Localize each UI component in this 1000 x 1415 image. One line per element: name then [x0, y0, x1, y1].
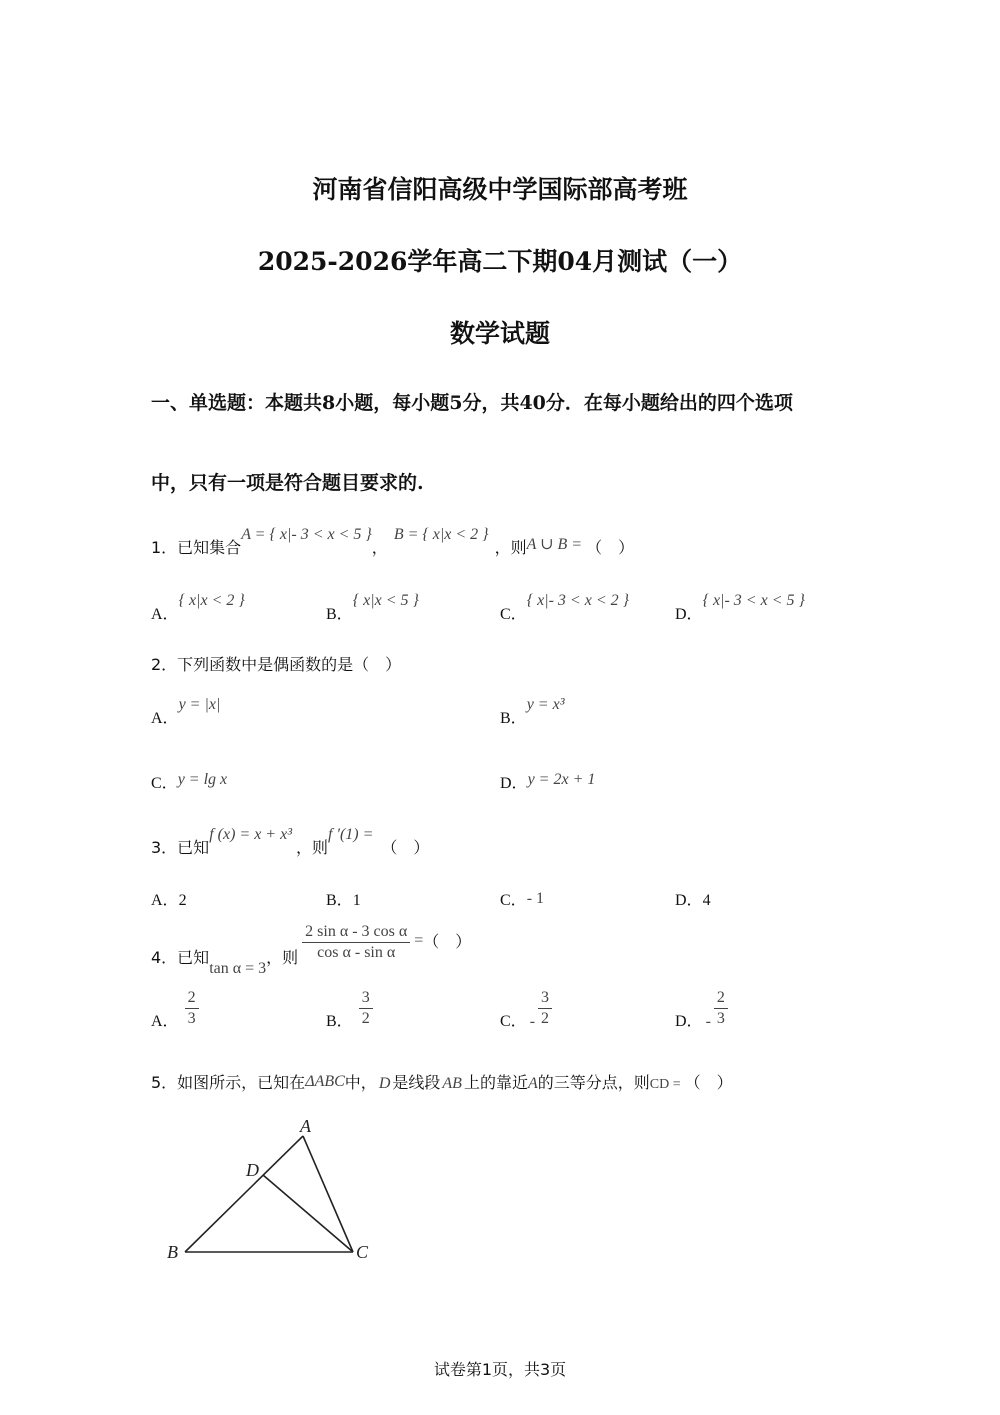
q3-option-c[interactable]: C．- 1	[500, 890, 545, 909]
q1-union: A ∪ B =	[526, 536, 583, 553]
q1-set-b: B = { x|x < 2 }	[393, 526, 489, 543]
exam-subject-title: 数学试题	[449, 319, 550, 348]
q3-then: ，则	[295, 838, 328, 857]
q3-option-a[interactable]: A．2	[151, 892, 187, 909]
q4-prefix: 4．已知	[151, 948, 210, 967]
exam-term-title: 2025-2026学年高二下期04月测试（一）	[257, 247, 743, 276]
exam-school-title: 河南省信阳高级中学国际部高考班	[312, 175, 688, 204]
label-point-a: A	[300, 1116, 311, 1136]
label-point-b: B	[167, 1242, 178, 1262]
question-1-stem	[151, 526, 635, 558]
q3-prefix: 3．已知	[151, 838, 210, 857]
q1-option-c[interactable]: C．{ x|- 3 < x < 2 }	[500, 592, 630, 623]
section-heading-line1: 一、单选题：本题共8小题，每小题5分，共40分．在每小题给出的四个选项	[151, 392, 793, 414]
q4-given: tan α = 3	[209, 960, 267, 977]
q4-equals: =	[414, 932, 424, 949]
q3-paren: （ ）	[381, 838, 430, 857]
label-point-c: C	[356, 1242, 369, 1262]
q4-then: ，则	[266, 948, 299, 967]
q5-triangle: ΔABC	[305, 1073, 345, 1090]
question-4-stem	[151, 922, 472, 977]
q2-option-c[interactable]: C．y = lg x	[151, 771, 228, 792]
q4-option-c[interactable]: C． - $\frac{3}{2}$	[500, 988, 552, 1029]
label-point-d: D	[246, 1160, 259, 1180]
q1-then: ，则	[494, 538, 527, 557]
q4-option-a[interactable]: A． $\frac{2}{3}$	[151, 988, 199, 1029]
q5-prefix: 5．如图所示，已知在	[151, 1073, 306, 1092]
q3-option-d[interactable]: D．4	[675, 892, 711, 909]
q4-option-d[interactable]: D． - $\frac{2}{3}$	[675, 988, 728, 1029]
q4-option-b[interactable]: B． $\frac{3}{2}$	[326, 988, 373, 1029]
section-heading-line2: 中，只有一项是符合题目要求的.	[151, 472, 424, 494]
q1-option-d[interactable]: D．{ x|- 3 < x < 5 }	[675, 592, 805, 623]
q2-option-a[interactable]: A．y = |x|	[151, 696, 221, 727]
q1-set-a: A = { x|- 3 < x < 5 }	[241, 526, 372, 543]
q2-option-b[interactable]: B．y = x³	[500, 696, 565, 727]
q1-option-a[interactable]: A．{ x|x < 2 }	[151, 592, 245, 623]
q4-fraction	[302, 922, 410, 963]
q2-option-d[interactable]: D．y = 2x + 1	[500, 771, 596, 792]
triangle-figure	[160, 1110, 390, 1270]
question-2-stem: 2．下列函数中是偶函数的是（ ）	[151, 655, 402, 674]
q1-comma: ，	[371, 538, 388, 557]
question-5-stem: 5．如图所示，已知在ΔABC中， D 是线段 AB 上的靠近A的三等分点，则CD = （ ）	[151, 1073, 733, 1092]
q1-paren: （ ）	[586, 538, 635, 557]
q4-paren: （ ）	[423, 932, 472, 951]
q3-derivative: f ′(1) =	[328, 826, 374, 843]
q5-cd: CD =	[649, 1077, 681, 1092]
page-footer: 试卷第1页，共3页	[433, 1360, 567, 1379]
q4-numerator: 2 sin α - 3 cos α	[302, 922, 410, 943]
q1-prefix: 1．已知集合	[151, 538, 242, 557]
segment-ac	[303, 1136, 353, 1252]
q3-function: f (x) = x + x³	[209, 826, 292, 843]
segment-dc	[263, 1175, 353, 1252]
q3-option-b[interactable]: B．1	[326, 892, 361, 909]
question-3-stem	[151, 826, 430, 858]
q4-denominator: cos α - sin α	[317, 944, 396, 961]
q1-option-b[interactable]: B．{ x|x < 5 }	[326, 592, 419, 623]
